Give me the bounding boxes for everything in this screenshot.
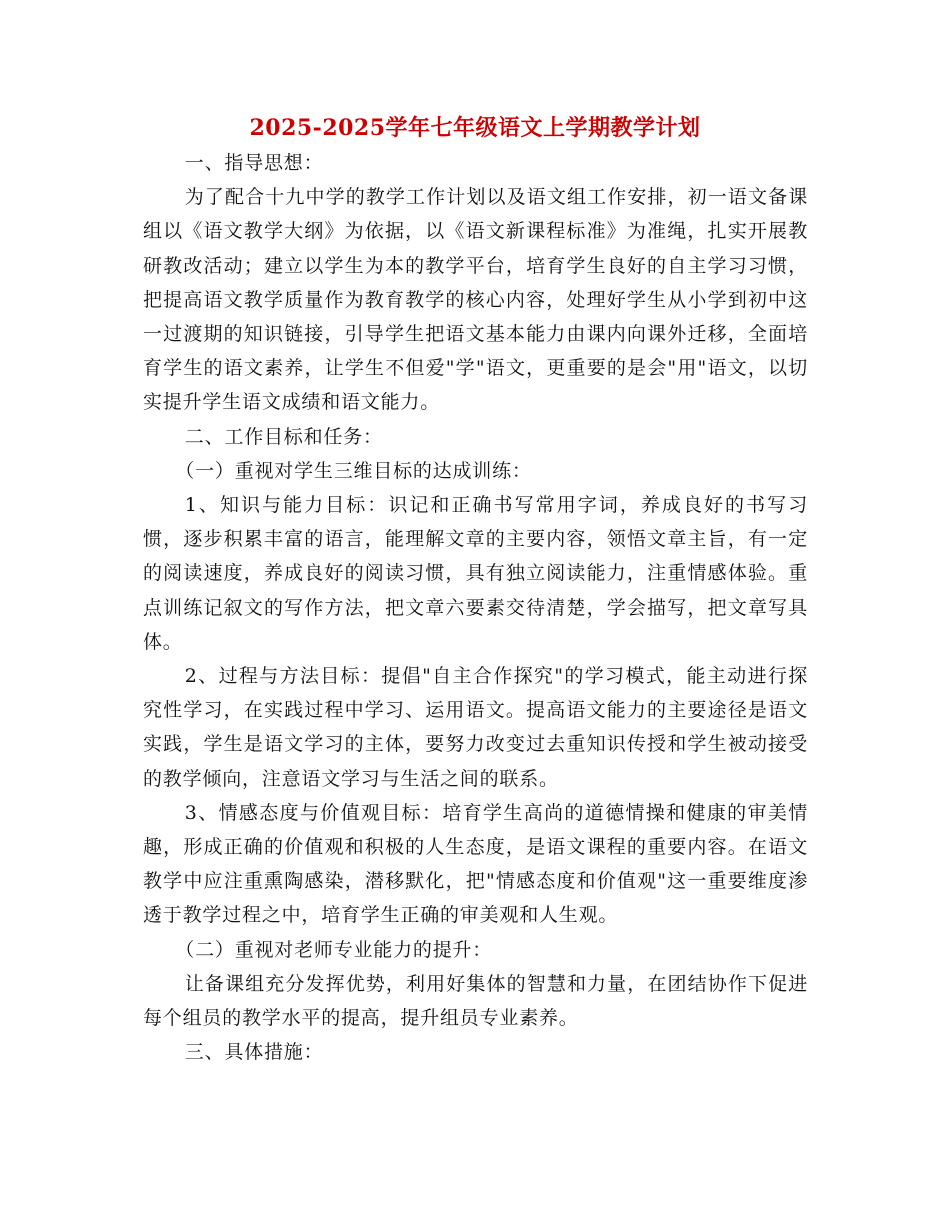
document-title: 2025-2025学年七年级语文上学期教学计划 [249, 115, 701, 141]
document-body [143, 146, 808, 1069]
section-heading-measures: 三、具体措施： [184, 1041, 324, 1064]
subsection-heading-teacher-ability: （二）重视对老师专业能力的提升： [175, 938, 493, 961]
paragraph-knowledge-ability: 1、知识与能力目标：识记和正确书写常用字词，养成良好的书写习惯，逐步积累丰富的语言，能理解文章的主要内容，领悟文章主旨，有一定的阅读速度，养成良好的阅读习惯，具有独立阅读能力，注重情感体验。重点训练记叙文的写作方法，把文章六要素交待清楚，学会描写，把文章写具体。 [143, 494, 808, 653]
section-heading-goals-tasks: 二、工作目标和任务： [184, 425, 383, 448]
paragraph-teacher-ability: 让备课组充分发挥优势，利用好集体的智慧和力量，在团结协作下促进每个组员的教学水平的提高，提升组员专业素养。 [143, 972, 808, 1030]
paragraph-guiding-ideology: 为了配合十九中学的教学工作计划以及语文组工作安排，初一语文备课组以《语文教学大纲》为依据，以《语文新课程标准》为准绳，扎实开展教研教改活动；建立以学生为本的教学平台，培育学生良好的自主学习习惯，把提高语文教学质量作为教育教学的核心内容，处理好学生从小学到初中这一过渡期的知识链接，引导学生把语文基本能力由课内向课外迁移，全面培育学生的语文素养，让学生不但爱"学"语文，更重要的是会"用"语文，以切实提升学生语文成绩和语文能力。 [143, 186, 808, 414]
section-heading-guiding-ideology: 一、指导思想： [184, 152, 324, 174]
subsection-heading-student-goals: （一）重视对学生三维目标的达成训练： [175, 459, 532, 482]
paragraph-emotion-values: 3、情感态度与价值观目标：培育学生高尚的道德情操和健康的审美情趣，形成正确的价值观和积极的人生态度，是语文课程的重要内容。在语文教学中应注重熏陶感染，潜移默化，把"情感态度和价值观"这一重要维度渗透于教学过程之中，培育学生正确的审美观和人生观。 [143, 801, 808, 927]
paragraph-process-method: 2、过程与方法目标：提倡"自主合作探究"的学习模式，能主动进行探究性学习，在实践过程中学习、运用语文。提高语文能力的主要途径是语文实践，学生是语文学习的主体，要努力改变过去重知识传授和学生被动接受的教学倾向，注意语文学习与生活之间的联系。 [143, 665, 808, 790]
